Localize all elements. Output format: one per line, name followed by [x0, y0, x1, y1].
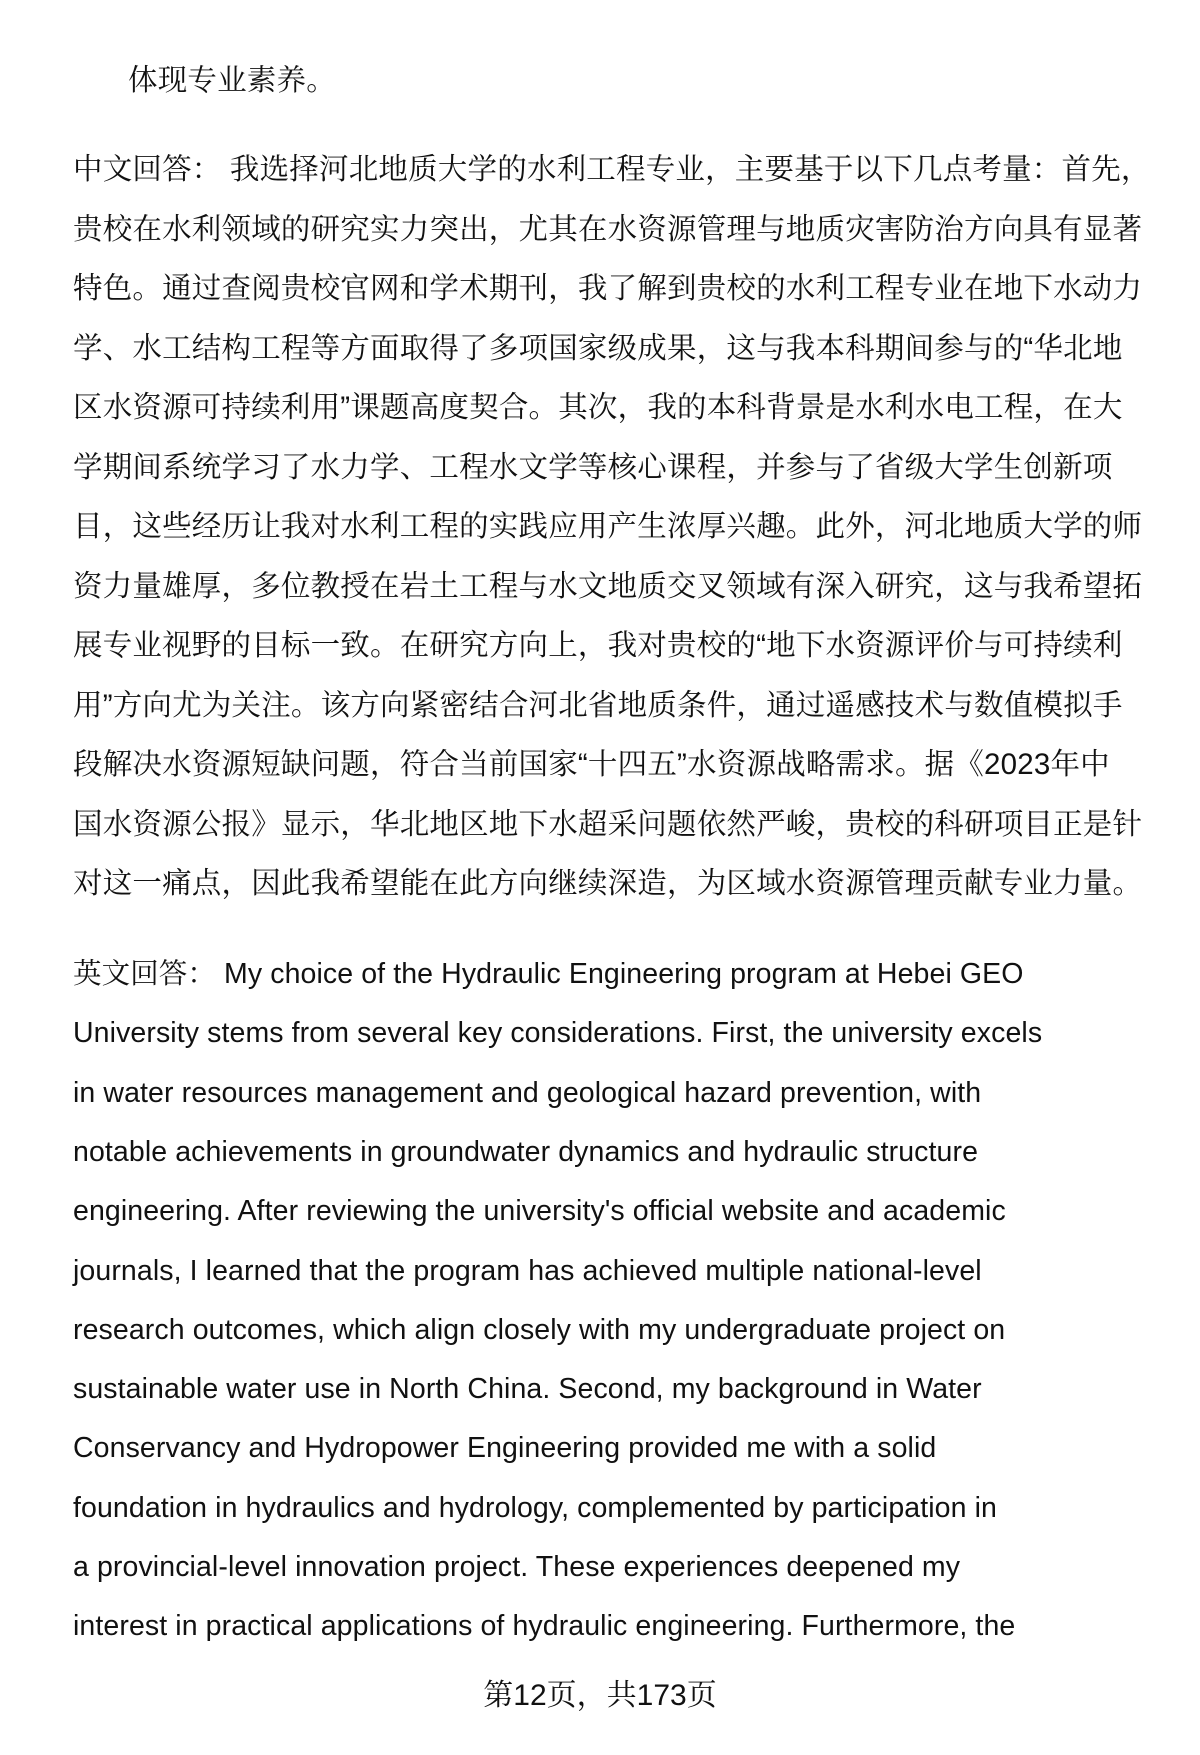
text-line: Conservancy and Hydropower Engineering provided me with a solid: [73, 1432, 937, 1465]
text-line: 资力量雄厚，多位教授在岩土工程与水文地质交叉领域有深入研究，这与我希望拓: [73, 569, 1143, 603]
text-line: research outcomes, which align closely with my undergraduate project on: [73, 1313, 1006, 1346]
text-line: 中文回答： 我选择河北地质大学的水利工程专业，主要基于以下几点考量：首先，: [73, 153, 1151, 186]
text-line: engineering. After reviewing the university's official website and academic: [73, 1195, 1006, 1228]
text-line: University stems from several key considerations. First, the university excels: [73, 1017, 1043, 1050]
text-line: interest in practical applications of hydraulic engineering. Furthermore, the: [73, 1610, 1016, 1643]
text-line: 目，这些经历让我对水利工程的实践应用产生浓厚兴趣。此外，河北地质大学的师: [73, 510, 1143, 543]
text-line: 学期间系统学习了水力学、工程水文学等核心课程，并参与了省级大学生创新项: [73, 450, 1113, 484]
page-number: 第12页，共173页: [483, 1679, 717, 1712]
text-line: sustainable water use in North China. Second, my background in Water: [73, 1373, 982, 1406]
text-line: 对这一痛点，因此我希望能在此方向继续深造，为区域水资源管理贡献专业力量。: [73, 867, 1143, 900]
text-line: foundation in hydraulics and hydrology, complemented by participation in: [73, 1491, 997, 1524]
text-line: 段解决水资源短缺问题，符合当前国家“十四五”水资源战略需求。据《2023年中: [73, 748, 1110, 781]
text-line: 英文回答： My choice of the Hydraulic Engineering program at Hebei GEO: [73, 958, 1024, 990]
text-line: 区水资源可持续利用”课题高度契合。其次，我的本科背景是水利水电工程，在大: [73, 391, 1123, 424]
text-line: 展专业视野的目标一致。在研究方向上，我对贵校的“地下水资源评价与可持续利: [73, 629, 1123, 662]
intro-line: 体现专业素养。: [128, 64, 336, 97]
text-line: 国水资源公报》显示，华北地区地下水超采问题依然严峻，贵校的科研项目正是针: [73, 807, 1143, 841]
text-line: notable achievements in groundwater dynamics and hydraulic structure: [73, 1135, 979, 1168]
text-line: 贵校在水利领域的研究实力突出，尤其在水资源管理与地质灾害防治方向具有显著: [73, 212, 1143, 246]
text-line: in water resources management and geological hazard prevention, with: [73, 1076, 982, 1109]
text-line: a provincial-level innovation project. These experiences deepened my: [73, 1551, 961, 1583]
text-line: 学、水工结构工程等方面取得了多项国家级成果，这与我本科期间参与的“华北地: [73, 331, 1123, 365]
text-line: 特色。通过查阅贵校官网和学术期刊，我了解到贵校的水利工程专业在地下水动力: [73, 272, 1143, 305]
text-line: 用”方向尤为关注。该方向紧密结合河北省地质条件，通过遥感技术与数值模拟手: [73, 688, 1123, 722]
text-line: journals, I learned that the program has achieved multiple national-level: [73, 1254, 982, 1287]
